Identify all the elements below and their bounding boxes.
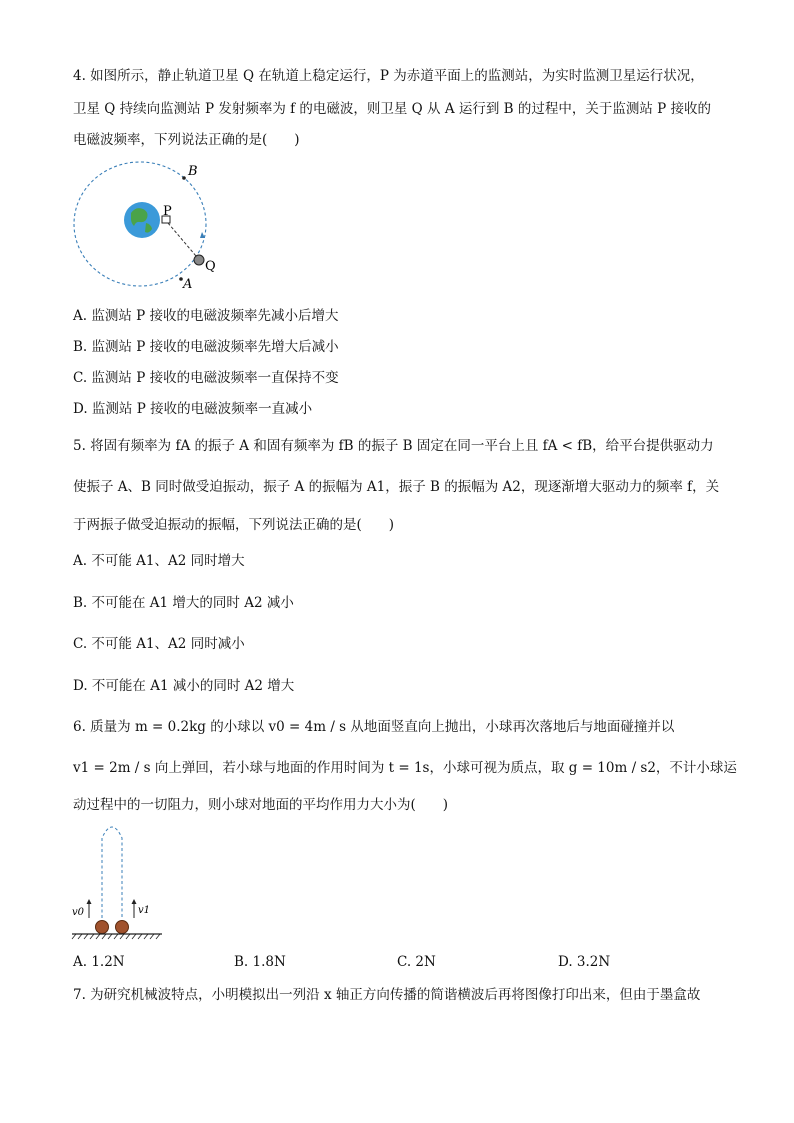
q6-option-c: C. 2N: [397, 954, 436, 970]
label-p: P: [163, 204, 172, 219]
label-a: A: [183, 277, 193, 292]
q6-ball-figure: [68, 820, 168, 942]
q6-option-b: B. 1.8N: [234, 954, 286, 970]
satellite-q: [194, 255, 204, 265]
q4-stem-line-2: 卫星 Q 持续向监测站 P 发射频率为 f 的电磁波，则卫星 Q 从 A 运行到 B 的过程中，关于监测站 P 接收的: [73, 101, 712, 117]
ball-trajectory: [102, 827, 122, 918]
label-b: B: [188, 164, 198, 179]
q4-option-b: B. 监测站 P 接收的电磁波频率先增大后减小: [73, 339, 339, 355]
q4-stem-line-3: 电磁波频率，下列说法正确的是( ): [73, 132, 300, 148]
q5-stem-line-1: 5. 将固有频率为 fA 的振子 A 和固有频率为 fB 的振子 B 固定在同一平台上且 fA < fB，给平台提供驱动力: [73, 438, 714, 454]
q6-option-d: D. 3.2N: [558, 954, 611, 970]
q6-stem-line-3: 动过程中的一切阻力，则小球对地面的平均作用力大小为( ): [73, 797, 449, 813]
q4-option-a: A. 监测站 P 接收的电磁波频率先减小后增大: [73, 308, 339, 324]
label-v0: v0: [72, 907, 85, 918]
q6-option-a: A. 1.2N: [73, 954, 125, 970]
q6-stem-line-1: 6. 质量为 m = 0.2kg 的小球以 v0 = 4m / s 从地面竖直向上抛出，小球再次落地后与地面碰撞并以: [73, 719, 675, 735]
q5-option-a: A. 不可能 A1、A2 同时增大: [73, 553, 245, 569]
q5-stem-line-2: 使振子 A、B 同时做受迫振动，振子 A 的振幅为 A1，振子 B 的振幅为 A2，现逐渐增大驱动力的频率 f，关: [73, 479, 720, 495]
q7-stem-line-1: 7. 为研究机械波特点，小明模拟出一列沿 x 轴正方向传播的简谐横波后再将图像打印出来，但由于墨盒故: [73, 987, 701, 1003]
q4-orbit-figure: [68, 160, 228, 295]
v1-arrow-icon: [132, 899, 137, 904]
ball-left: [96, 921, 109, 934]
v0-arrow-icon: [87, 899, 92, 904]
q6-stem-line-2: v1 = 2m / s 向上弹回，若小球与地面的作用时间为 t = 1s，小球可视为质点，取 g = 10m / s2，不计小球运: [73, 760, 737, 776]
q4-stem-line-1: 4. 如图所示，静止轨道卫星 Q 在轨道上稳定运行，P 为赤道平面上的监测站，为实时监测卫星运行状况，: [73, 68, 704, 84]
q5-stem-line-3: 于两振子做受迫振动的振幅，下列说法正确的是( ): [73, 517, 395, 533]
label-v1: v1: [138, 905, 151, 916]
label-q: Q: [205, 259, 216, 274]
q4-option-c: C. 监测站 P 接收的电磁波频率一直保持不变: [73, 370, 339, 386]
q5-option-b: B. 不可能在 A1 增大的同时 A2 减小: [73, 595, 294, 611]
q4-option-d: D. 监测站 P 接收的电磁波频率一直减小: [73, 401, 313, 417]
direction-arrow-icon: [200, 232, 205, 238]
ball-right: [116, 921, 129, 934]
q5-option-c: C. 不可能 A1、A2 同时减小: [73, 636, 245, 652]
p-q-dashed-line: [168, 223, 196, 256]
q5-option-d: D. 不可能在 A1 减小的同时 A2 增大: [73, 678, 295, 694]
